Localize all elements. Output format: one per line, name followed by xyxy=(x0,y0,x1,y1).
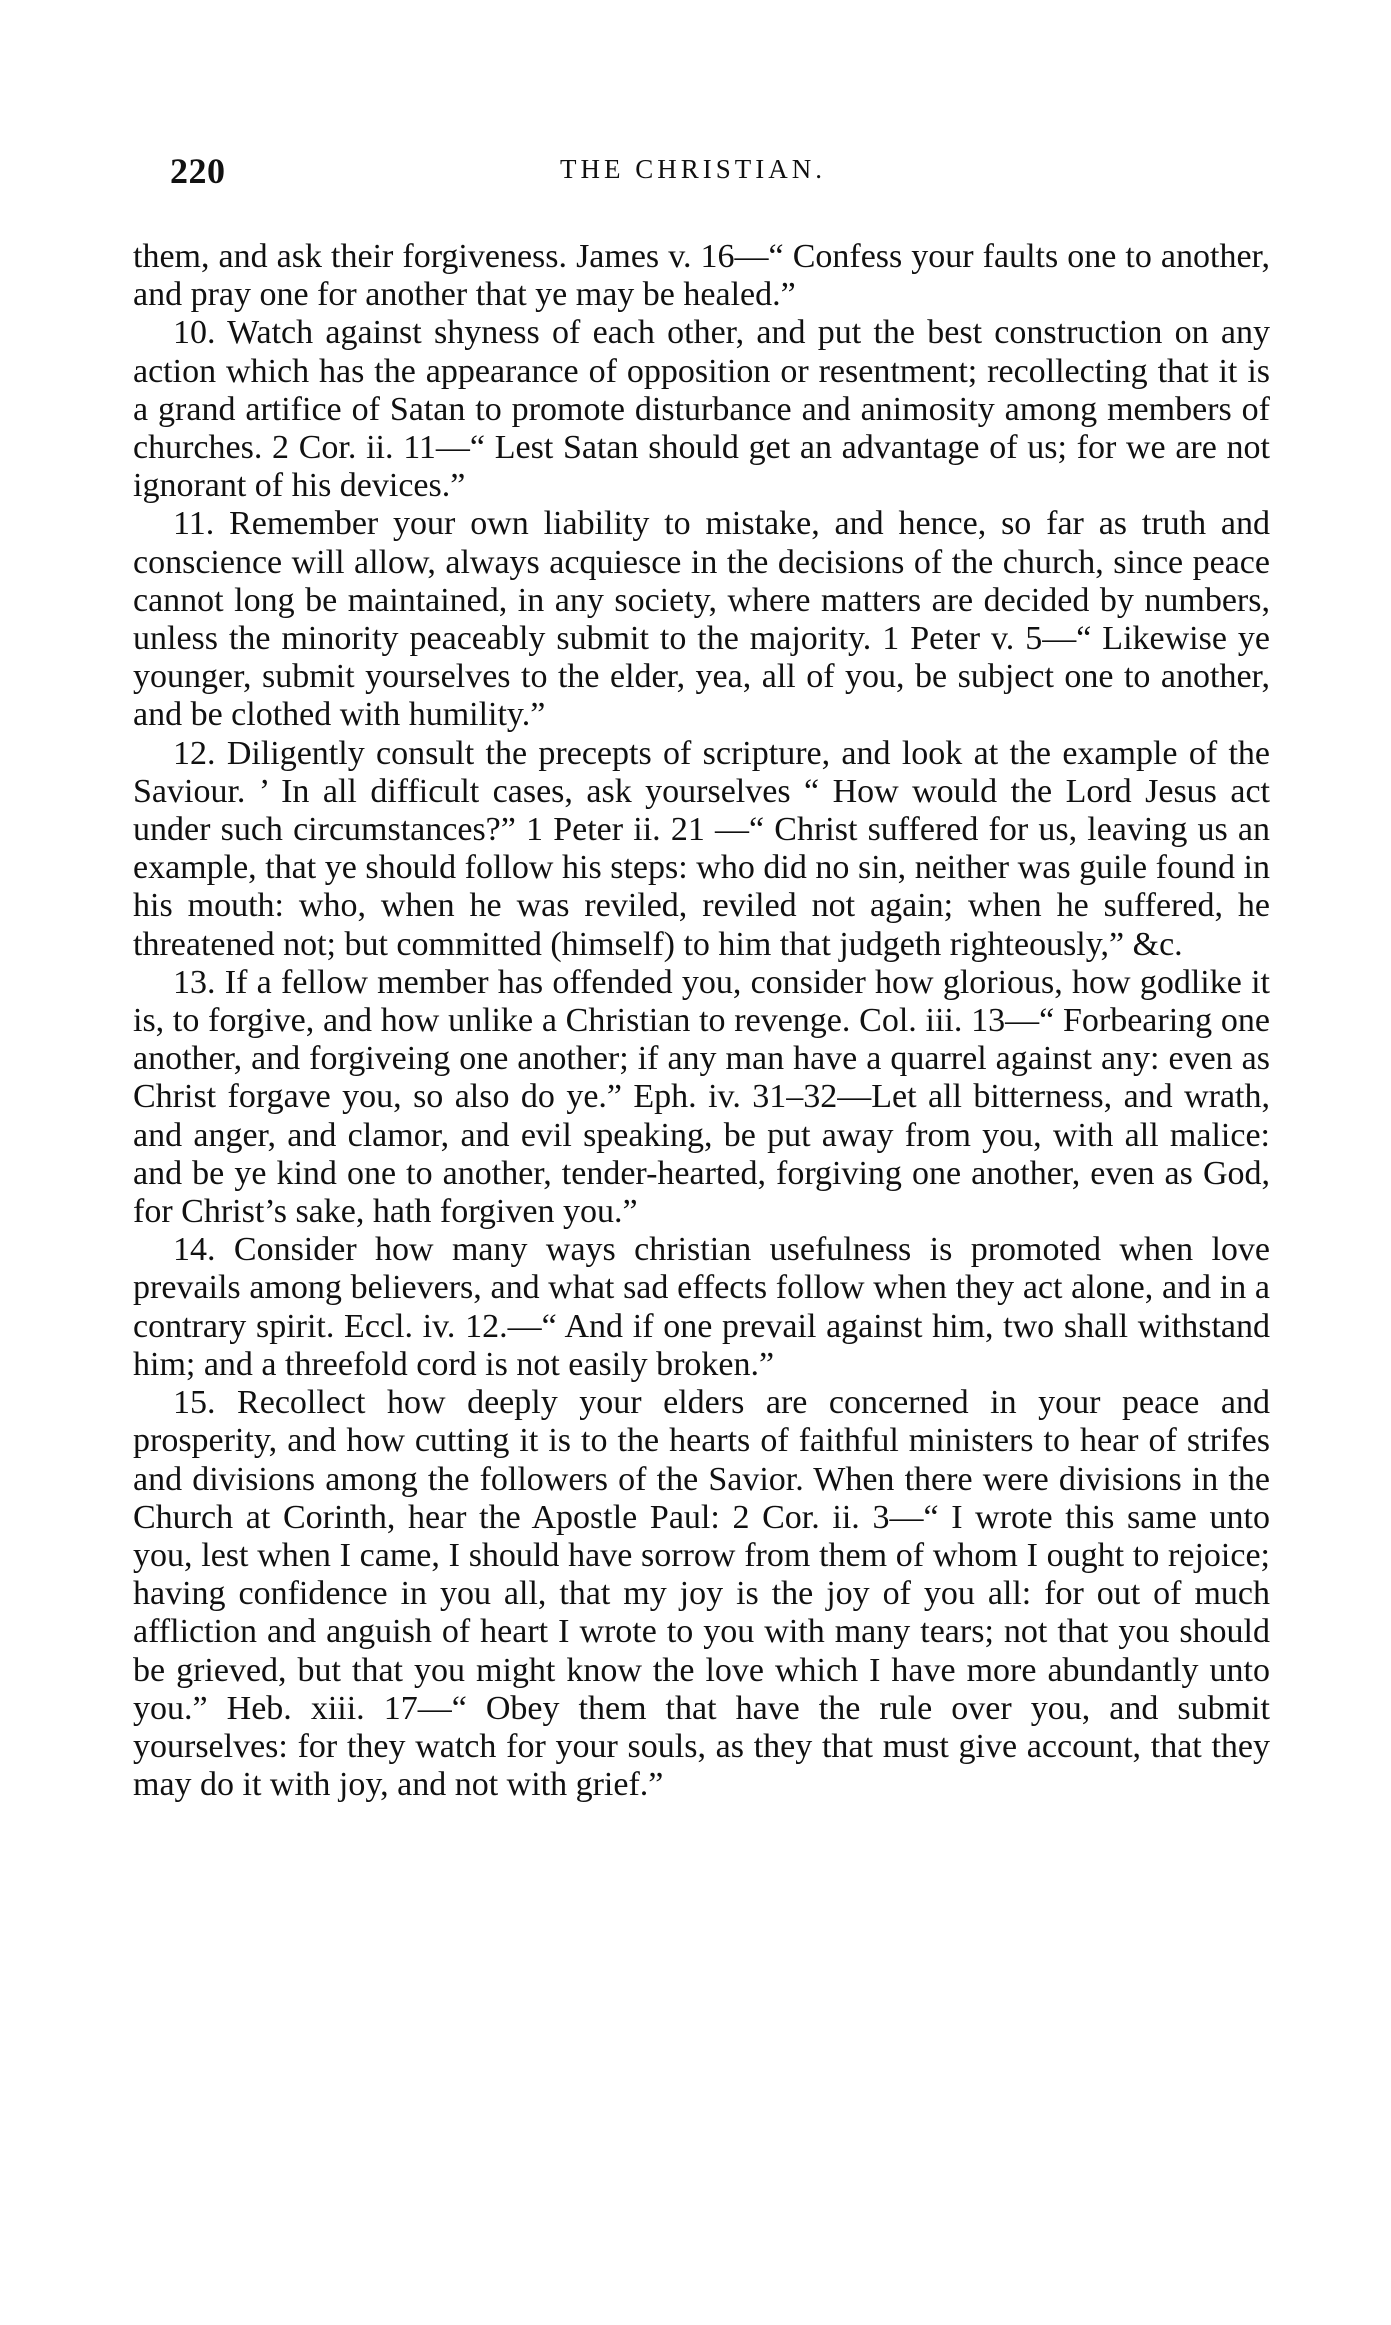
paragraph-item-10: 10. Watch against shyness of each other, and put the best construction on any action which has the appearance of opposition or resentment; recollecting that it is a grand artifice of Satan to promote disturbance and animosity among members of churches. 2 Cor. ii. 11—“ Lest Satan should get an advantage of us; for we are not ignorant of his devices.” xyxy=(133,314,1270,505)
body-text xyxy=(133,238,1270,1804)
paragraph-continuation: them, and ask their forgiveness. James v. 16—“ Confess your faults one to another, and pray one for another that ye may be healed.” xyxy=(133,238,1270,314)
running-head xyxy=(170,150,1270,194)
running-title: THE CHRISTIAN. xyxy=(560,154,826,184)
paragraph-item-11: 11. Remember your own liability to mistake, and hence, so far as truth and conscience will allow, always acquiesce in the decisions of the church, since peace cannot long be maintained, in any society, where matters are decided by numbers, unless the minority peaceably submit to the majority. 1 Peter v. 5—“ Likewise ye younger, submit yourselves to the elder, yea, all of you, be subject one to another, and be clothed with humility.” xyxy=(133,505,1270,734)
paragraph-item-14: 14. Consider how many ways christian usefulness is promoted when love prevails among believers, and what sad effects follow when they act alone, and in a contrary spirit. Eccl. iv. 12.—“ And if one prevail against him, two shall withstand him; and a threefold cord is not easily broken.” xyxy=(133,1231,1270,1383)
paragraph-item-12: 12. Diligently consult the precepts of scripture, and look at the example of the Saviour. ’ In all difficult cases, ask yourselves “ How would the Lord Jesus act under such circumstances?” 1 Peter ii. 21 —“ Christ suffered for us, leaving us an example, that ye should follow his steps: who did no sin, neither was guile found in his mouth: who, when he was reviled, reviled not again; when he suffered, he threatened not; but committed (himself) to him that judgeth righteously,” &c. xyxy=(133,734,1270,963)
page-number: 220 xyxy=(170,151,226,191)
paragraph-item-15: 15. Recollect how deeply your elders are concerned in your peace and prosperity, and how cutting it is to the hearts of faithful ministers to hear of strifes and divisions among the followers of the Savior. When there were divisions in the Church at Corinth, hear the Apostle Paul: 2 Cor. ii. 3—“ I wrote this same unto you, lest when I came, I should have sorrow from them of whom I ought to rejoice; having confidence in you all, that my joy is the joy of you all: for out of much affliction and anguish of heart I wrote to you with many tears; not that you should be grieved, but that you might know the love which I have more abundantly unto you.” Heb. xiii. 17—“ Obey them that have the rule over you, and submit yourselves: for they watch for your souls, as they that must give account, that they may do it with joy, and not with grief.” xyxy=(133,1384,1270,1804)
paragraph-item-13: 13. If a fellow member has offended you, consider how glorious, how godlike it is, to forgive, and how unlike a Christian to revenge. Col. iii. 13—“ Forbearing one another, and forgiveing one another; if any man have a quarrel against any: even as Christ forgave you, so also do ye.” Eph. iv. 31–32—Let all bitterness, and wrath, and anger, and clamor, and evil speaking, be put away from you, with all malice: and be ye kind one to another, tender-hearted, forgiving one another, even as God, for Christ’s sake, hath forgiven you.” xyxy=(133,963,1270,1231)
